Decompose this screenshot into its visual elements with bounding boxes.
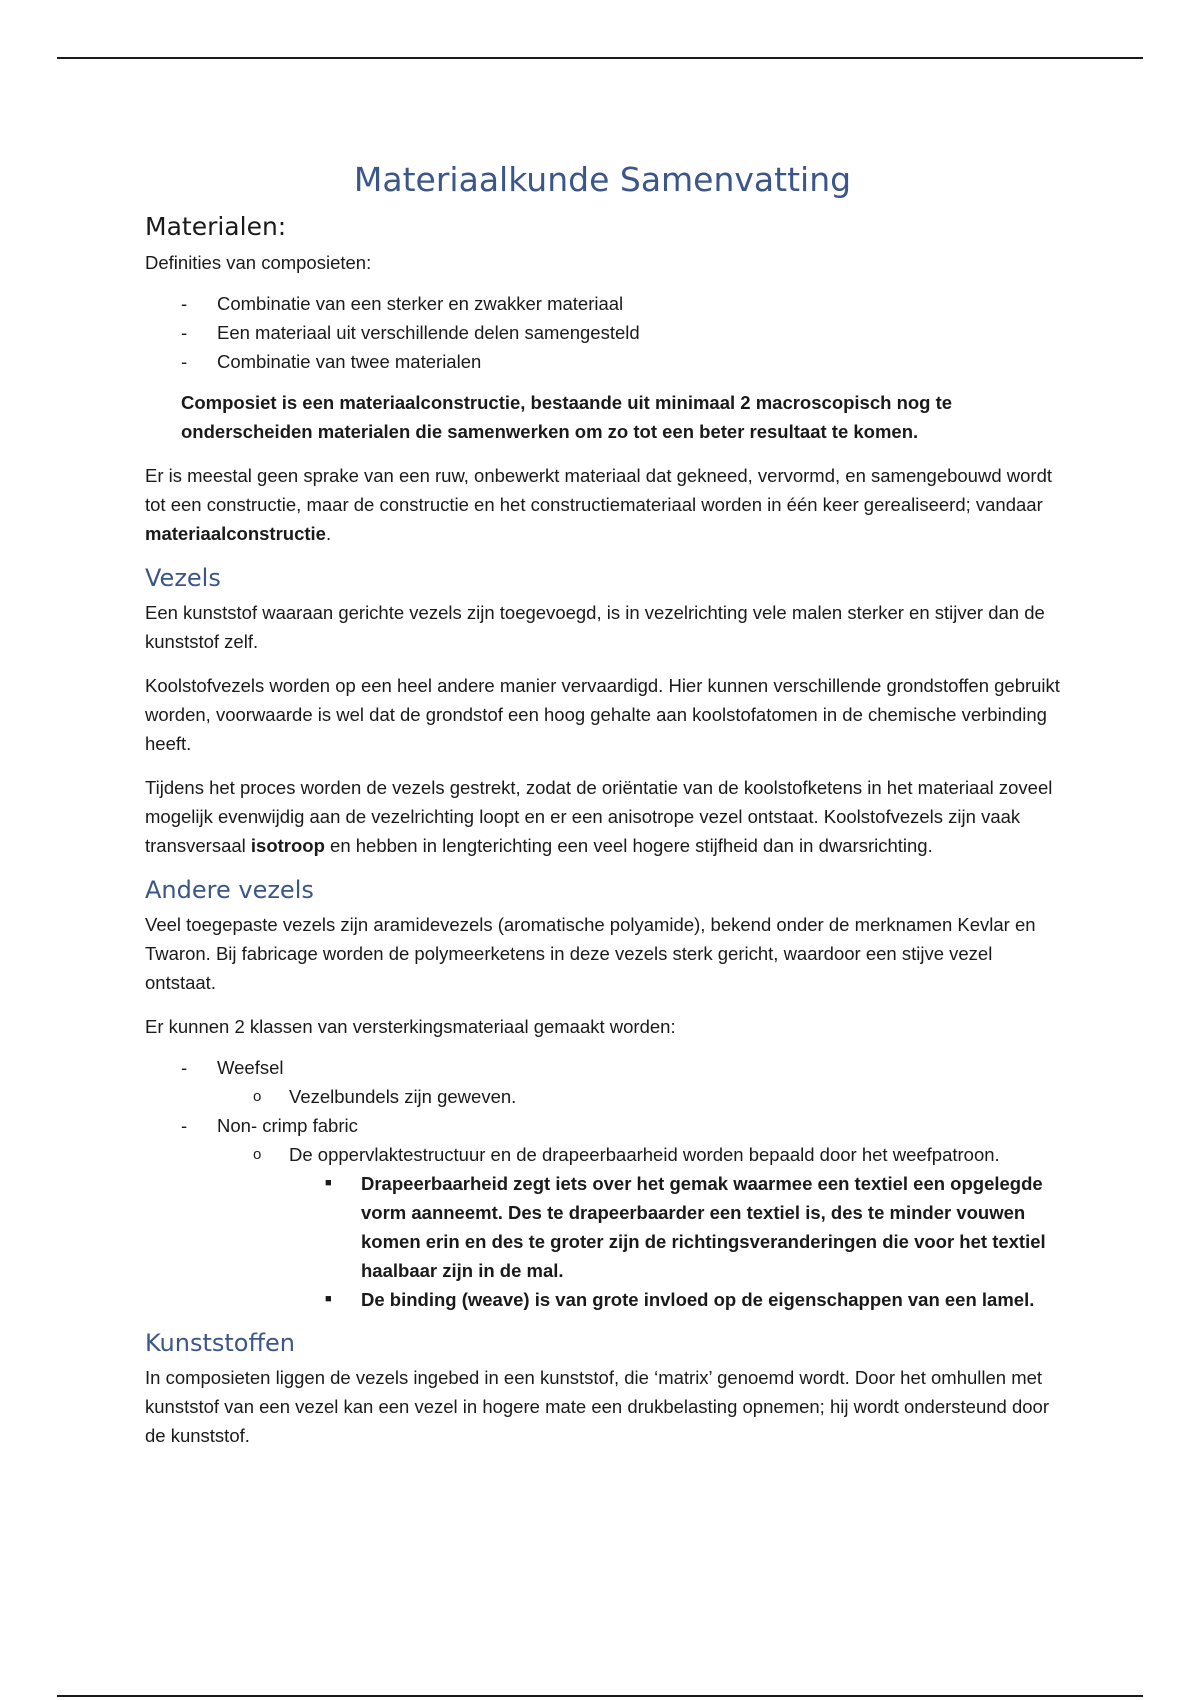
- weefsel-sublist: [217, 1082, 1060, 1111]
- versterkingsmateriaal-list: [145, 1053, 1060, 1314]
- dash-bullet: -: [181, 321, 188, 343]
- square-bullet: ■: [325, 1292, 332, 1305]
- vezels-paragraph-1: Een kunststof waaraan gerichte vezels zijn toegevoegd, is in vezelrichting vele malen sterker en stijver dan de kunststof zelf.: [145, 601, 1045, 652]
- composieten-intro: Definities van composieten:: [145, 251, 372, 273]
- header-rule: [57, 57, 1143, 59]
- composieten-definitions-list: [145, 289, 1060, 376]
- dash-bullet: -: [181, 292, 188, 314]
- vezels-paragraph-2: Koolstofvezels worden op een heel andere manier vervaardigd. Hier kunnen verschillende grondstoffen gebruikt worden, voorwaarde is wel dat de grondstof een hoog gehalte aan koolstofatomen in de chemische verbinding heeft.: [145, 674, 1060, 754]
- heading-vezels: Vezels: [145, 563, 221, 592]
- document-page: [145, 160, 1060, 1465]
- circle-bullet: o: [253, 1087, 262, 1105]
- footer-rule: [57, 1695, 1143, 1697]
- list-item: - Combinatie van twee materialen: [145, 347, 1060, 376]
- list-item: ■ Drapeerbaarheid zegt iets over het gemak waarmee een textiel een opgelegde vorm aanneemt. Des te drapeerbaarder een textiel is, des te minder vouwen komen erin en des te groter zijn de richtingsveranderingen die voor het textiel haalbaar zijn in de mal.: [289, 1169, 1060, 1285]
- heading-kunststoffen: Kunststoffen: [145, 1328, 295, 1357]
- andere-vezels-paragraph-1: Veel toegepaste vezels zijn aramidevezels (aromatische polyamide), bekend onder de merknamen Kevlar en Twaron. Bij fabricage worden de polymeerketens in deze vezels sterk gericht, waardoor een stijve vezel ontstaat.: [145, 913, 1036, 993]
- square-bullet: ■: [325, 1176, 332, 1189]
- list-item: - Weefsel o Vezelbundels zijn geweven.: [145, 1053, 1060, 1111]
- list-item: - Non- crimp fabric o De oppervlaktestructuur en de drapeerbaarheid worden bepaald door het weefpatroon. ■ Drapeerbaarheid zegt iets over het gemak waarmee een textiel een opgelegde vorm aanneemt. Des te drapeerbaarder een textiel is, des te minder vouwen komen erin en des te groter zijn de richtingsveranderingen die voor het textiel haalbaar zijn in de mal. ■ De binding (weave) is van grote invloed op de eigenschappen van een lamel.: [145, 1111, 1060, 1314]
- heading-materialen: Materialen:: [145, 211, 287, 241]
- andere-vezels-paragraph-2: Er kunnen 2 klassen van versterkingsmateriaal gemaakt worden:: [145, 1015, 676, 1037]
- circle-bullet: o: [253, 1145, 262, 1163]
- composiet-definition: Composiet is een materiaalconstructie, bestaande uit minimaal 2 macroscopisch nog te onderscheiden materialen die samenwerken om zo tot een beter resultaat te komen.: [181, 391, 953, 442]
- kunststoffen-paragraph-1: In composieten liggen de vezels ingebed in een kunststof, die ‘matrix’ genoemd wordt. Door het omhullen met kunststof van een vezel kan een vezel in hogere mate een drukbelasting opnemen; hij wordt ondersteund door de kunststof.: [145, 1367, 1049, 1447]
- list-item: o Vezelbundels zijn geweven.: [217, 1082, 1060, 1111]
- document-title: Materiaalkunde Samenvatting: [353, 160, 852, 199]
- materiaalconstructie-paragraph: Er is meestal geen sprake van een ruw, onbewerkt materiaal dat gekneed, vervormd, en samengebouwd wordt tot een constructie, maar de constructie en het constructiemateriaal worden in één keer gerealiseerd; vandaar materiaalconstructie.: [145, 464, 1052, 544]
- list-item: ■ De binding (weave) is van grote invloed op de eigenschappen van een lamel.: [289, 1285, 1060, 1314]
- dash-bullet: -: [181, 1114, 188, 1136]
- vezels-paragraph-3: Tijdens het proces worden de vezels gestrekt, zodat de oriëntatie van de koolstofketens in het materiaal zoveel mogelijk evenwijdig aan de vezelrichting loopt en er een anisotrope vezel ontstaat. Koolstofvezels zijn vaak transversaal isotroop en hebben in lengterichting een veel hogere stijfheid dan in dwarsrichting.: [145, 776, 1053, 856]
- dash-bullet: -: [181, 1056, 188, 1078]
- heading-andere-vezels: Andere vezels: [145, 875, 314, 904]
- list-item: - Een materiaal uit verschillende delen samengesteld: [145, 318, 1060, 347]
- list-item: o De oppervlaktestructuur en de drapeerbaarheid worden bepaald door het weefpatroon. ■ Drapeerbaarheid zegt iets over het gemak waarmee een textiel een opgelegde vorm aanneemt. Des te drapeerbaarder een textiel is, des te minder vouwen komen erin en des te groter zijn de richtingsveranderingen die voor het textiel haalbaar zijn in de mal. ■ De binding (weave) is van grote invloed op de eigenschappen van een lamel.: [217, 1140, 1060, 1314]
- list-item: - Combinatie van een sterker en zwakker materiaal: [145, 289, 1060, 318]
- ncf-subsublist: [289, 1169, 1060, 1314]
- ncf-sublist: [217, 1140, 1060, 1314]
- dash-bullet: -: [181, 350, 188, 372]
